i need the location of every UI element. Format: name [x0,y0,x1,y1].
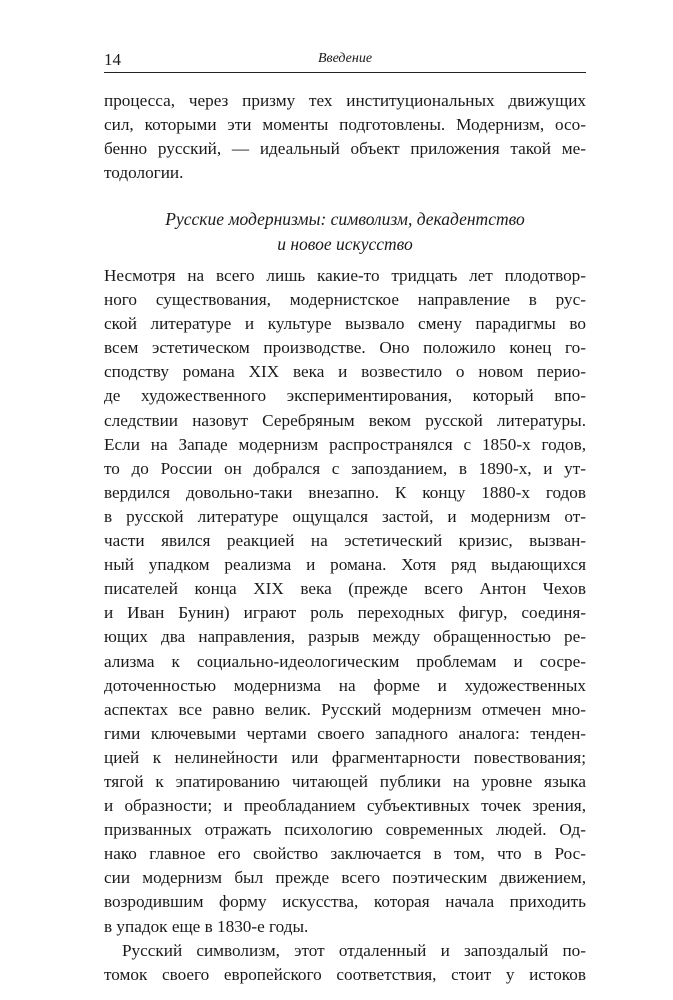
text-line: гими ключевыми чертами своего западного аналога: тенден- [104,723,586,743]
text-line: тодологии. [104,163,184,183]
text-line: доточенностью модернизма на форме и художественных [104,675,586,695]
text-line: и образности; и преобладанием субъективных точек зрения, [104,796,586,816]
text-line: аспектах все равно велик. Русский модернизм отмечен мно- [104,699,586,719]
text-line: в русской литературе ощущался застой, и модернизм от- [104,506,586,526]
text-line: возродившим форму искусства, которая начала приходить [104,892,586,912]
text-line: цией к нелинейности или фрагментарности повествования; [104,747,586,767]
text-line: призванных отражать психологию современных людей. Од- [104,820,586,840]
text-line: процесса, через призму тех институциональных движущих [104,91,586,110]
text-line: ской литературе и культуре вызвало смену парадигмы во [104,314,586,334]
text-line: части явился реакцией на эстетический кризис, вызван- [104,531,586,551]
page-number: 14 [104,50,121,69]
text-line: всем эстетическом производстве. Оно положило конец го- [104,338,586,358]
text-line: де художественного экспериментирования, который впо- [104,386,586,406]
text-line: сподству романа XIX века и возвестило о новом перио- [104,362,586,382]
text-line: следствии назовут Серебряным веком русской литературы. [104,410,586,430]
section-heading-line: и новое искусство [277,234,413,254]
paragraph-1 [104,264,586,939]
section-heading [104,207,586,257]
text-line: томок своего европейского соответствия, стоит у истоков [104,965,586,985]
text-line: тягой к эпатированию читающей публики на уровне языка [104,771,586,791]
text-line: сил, которыми эти моменты подготовлены. Модернизм, осо- [104,115,586,135]
text-line: вердился довольно-таки внезапно. К концу 1880-х годов [104,482,586,502]
text-line: Несмотря на всего лишь какие-то тридцать лет плодотвор- [104,266,586,285]
text-line: писателей конца XIX века (прежде всего Антон Чехов [104,579,586,599]
page-header [104,48,586,73]
intro-paragraph [104,89,586,185]
running-title: Введение [317,51,373,66]
paragraph-2 [104,939,586,987]
text-line: ализма к социально-идеологическим проблемам и сосре- [104,651,586,671]
text-line: то до России он добрался с запозданием, в 1890-х, и ут- [104,458,586,478]
text-line: ный упадком реализма и романа. Хотя ряд выдающихся [104,555,586,575]
text-line: нако главное его свойство заключается в том, что в Рос- [104,844,586,864]
section-heading-line: Русские модернизмы: символизм, декадентство [165,209,525,229]
text-line: в упадок еще в 1830-е годы. [104,916,309,936]
text-line: и Иван Бунин) играют роль переходных фигур, соединя- [104,603,586,623]
text-line: Русский символизм, этот отдаленный и запоздалый по- [122,941,586,960]
text-line: ющих два направления, разрыв между обращенностью ре- [104,627,586,647]
text-line: ного существования, модернистское направление в рус- [104,290,586,310]
text-line: сии модернизм был прежде всего поэтическим движением, [104,868,586,888]
text-line: Если на Западе модернизм распространялся с 1850-х годов, [104,434,586,454]
text-line: бенно русский, — идеальный объект приложения такой ме- [104,139,586,159]
